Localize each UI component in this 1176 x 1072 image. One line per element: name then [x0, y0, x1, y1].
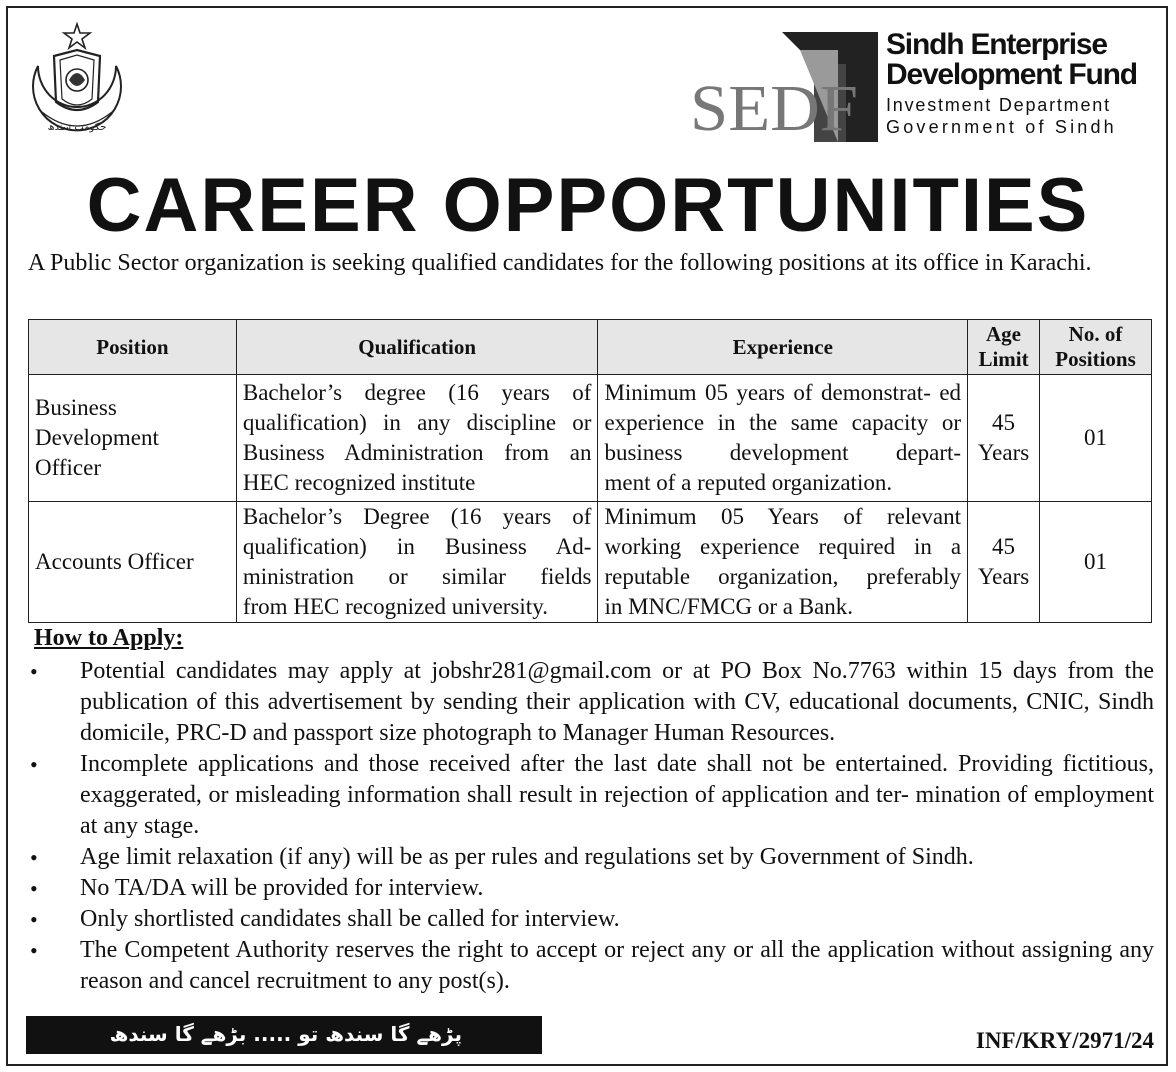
reference-number: INF/KRY/2971/24	[975, 1028, 1154, 1053]
cell-qualification-main: Bachelor’s Degree (16 years of qualification) in Business Ad- ministration or similar fields	[242, 504, 592, 589]
header-qualification: Qualification	[236, 320, 598, 375]
table-row	[29, 375, 1152, 502]
cell-age-limit	[968, 375, 1040, 502]
positions-table	[28, 319, 1152, 623]
cell-count: 01	[1040, 375, 1152, 502]
slogan-banner	[26, 1016, 542, 1054]
cell-experience-last: in MNC/FMCG or a Bank.	[604, 594, 854, 619]
cell-qualification	[236, 375, 598, 502]
org-name-line-1: Sindh Enterprise	[886, 28, 1107, 61]
how-to-apply-title: How to Apply:	[34, 625, 184, 651]
header-age-limit	[968, 320, 1040, 375]
cell-age-value: 45	[992, 534, 1016, 559]
cell-qualification-main: Bachelor’s degree (16 years of qualification) in any discipline or Business Administration from an	[242, 380, 592, 465]
org-department: Investment Department	[886, 95, 1111, 115]
how-to-apply-list	[28, 656, 1154, 997]
cell-count: 01	[1040, 502, 1152, 623]
header-position: Position	[29, 320, 237, 375]
header-age-limit-line-1: Age	[986, 322, 1022, 346]
list-item: • The Competent Authority reserves the right to accept or reject any or all the application without assigning any reason and cancel recruitment to any post(s).	[28, 935, 1154, 997]
cell-experience	[598, 502, 968, 623]
header-positions	[1040, 320, 1152, 375]
cell-age-unit: Years	[977, 564, 1030, 589]
cell-experience	[598, 375, 968, 502]
cell-qualification-last: from HEC recognized university.	[242, 594, 548, 619]
list-item: • Potential candidates may apply at jobshr281@gmail.com or at PO Box No.7763 within 15 days from the publication of this advertisement by sending their application with CV, educational documents, CNIC, Sindh domicile, PRC-D and passport size photograph to Manager Human Resources.	[28, 656, 1154, 749]
org-name-line-2: Development Fund	[886, 58, 1137, 91]
seal-text: حکومت سندھ	[47, 122, 107, 133]
cell-experience-last: ment of a reputed organization.	[604, 470, 893, 495]
org-government: Government of Sindh	[886, 117, 1117, 137]
cell-position: Business Development Officer	[29, 375, 237, 502]
header-positions-line-1: No. of	[1068, 322, 1123, 346]
cell-experience-main: Minimum 05 years of demonstrat- ed experience in the same capacity or business development depart-	[604, 380, 962, 465]
table-row	[29, 502, 1152, 623]
intro-paragraph: A Public Sector organization is seeking qualified candidates for the following positions at its office in Karachi.	[28, 250, 1092, 276]
header-positions-line-2: Positions	[1055, 347, 1136, 371]
list-item: • Age limit relaxation (if any) will be as per rules and regulations set by Government of Sindh.	[28, 842, 1154, 873]
cell-age-value: 45	[992, 410, 1016, 435]
list-item: • Only shortlisted candidates shall be called for interview.	[28, 904, 1154, 935]
org-name	[886, 30, 1152, 138]
government-of-sindh-seal	[24, 22, 130, 142]
cell-age-limit	[968, 502, 1040, 623]
cell-experience-main: Minimum 05 Years of relevant working experience required in a reputable organization, preferably	[604, 504, 962, 589]
cell-qualification	[236, 502, 598, 623]
cell-age-unit: Years	[977, 440, 1030, 465]
cell-position: Accounts Officer	[29, 502, 237, 623]
header-age-limit-line-2: Limit	[978, 347, 1029, 371]
sedf-logo-mark	[690, 30, 880, 142]
sedf-logo	[690, 30, 1152, 142]
star-icon	[64, 24, 90, 48]
list-item: • No TA/DA will be provided for interview.	[28, 873, 1154, 904]
header-experience: Experience	[598, 320, 968, 375]
slogan-text: پڑھے گا سندھ تو ..... بڑھے گا سندھ	[109, 1022, 462, 1046]
list-item: • Incomplete applications and those received after the last date shall not be entertained. Providing fictitious, exaggerated, or misleading information shall result in rejection of application and ter- mination of employment at any stage.	[28, 749, 1154, 842]
cell-qualification-last: HEC recognized institute	[242, 470, 476, 495]
table-header-row	[29, 320, 1152, 375]
headline: CAREER OPPORTUNITIES	[86, 163, 1090, 248]
logo-mark-text: SEDF	[690, 72, 858, 142]
